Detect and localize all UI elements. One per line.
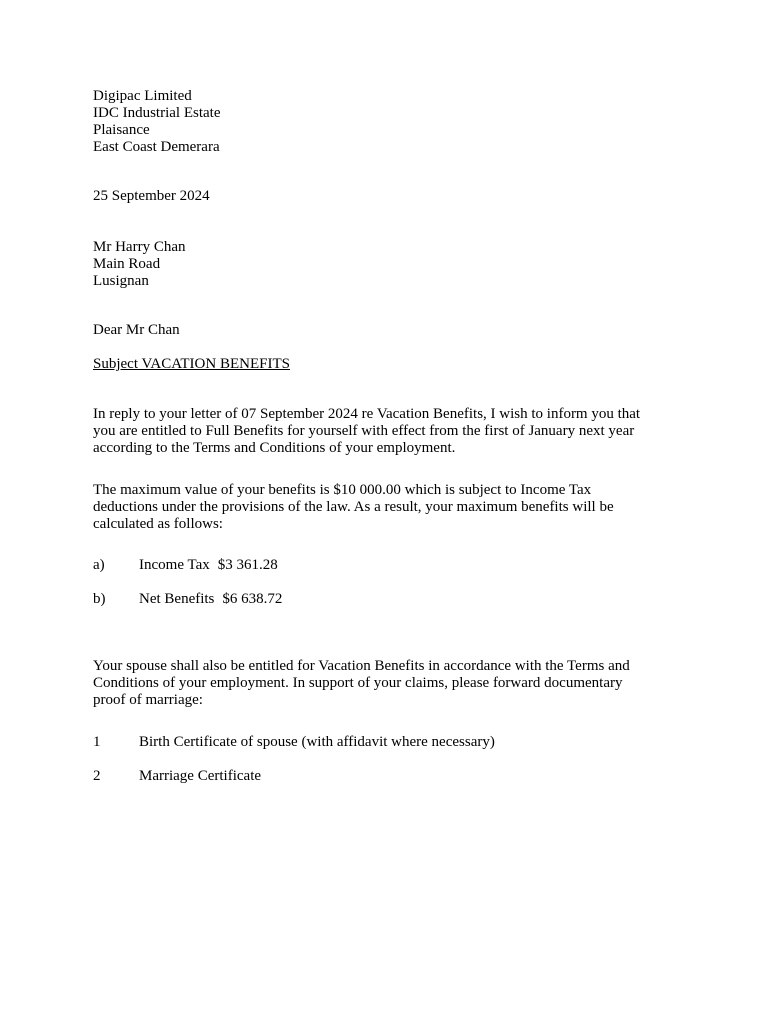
paragraph-reply [93,406,673,457]
letter-date: 25 September 2024 [93,188,210,204]
recipient-line: Mr Harry Chan [93,239,186,255]
salutation: Dear Mr Chan [93,322,180,338]
paragraph-line: The maximum value of your benefits is $10 000.00 which is subject to Income Tax [93,482,592,498]
paragraph-line: according to the Terms and Conditions of your employment. [93,440,456,456]
list-marker: 1 [93,734,101,750]
sender-line: IDC Industrial Estate [93,105,221,121]
paragraph-line: you are entitled to Full Benefits for yourself with effect from the first of January next year [93,423,635,439]
paragraph-maximum-value [93,482,673,533]
sender-line: East Coast Demerara [93,139,220,155]
calculation-amount: $6 638.72 [222,591,283,607]
document-text: Birth Certificate of spouse (with affidavit where necessary) [139,734,495,750]
recipient-line: Lusignan [93,273,149,289]
paragraph-line: calculated as follows: [93,516,223,532]
subject-line [93,356,673,373]
sender-address [93,88,673,156]
paragraph-line: deductions under the provisions of the law. As a result, your maximum benefits will be [93,499,614,515]
calculation-label: Net Benefits [139,591,215,607]
list-marker: 2 [93,768,101,784]
paragraph-line: Your spouse shall also be entitled for Vacation Benefits in accordance with the Terms and [93,658,630,674]
sender-line: Plaisance [93,122,150,138]
subject-text: Subject VACATION BENEFITS [93,356,290,372]
sender-line: Digipac Limited [93,88,192,104]
list-marker: a) [93,557,105,573]
calculation-label: Income Tax [139,557,210,573]
paragraph-line: Conditions of your employment. In support of your claims, please forward documentary [93,675,623,691]
calculation-amount: $3 361.28 [217,557,278,573]
document-text: Marriage Certificate [139,768,262,784]
list-marker: b) [93,591,106,607]
paragraph-line: proof of marriage: [93,692,203,708]
paragraph-line: In reply to your letter of 07 September 2024 re Vacation Benefits, I wish to inform you that [93,406,641,422]
recipient-line: Main Road [93,256,161,272]
paragraph-spouse [93,658,673,709]
recipient-address [93,239,673,290]
